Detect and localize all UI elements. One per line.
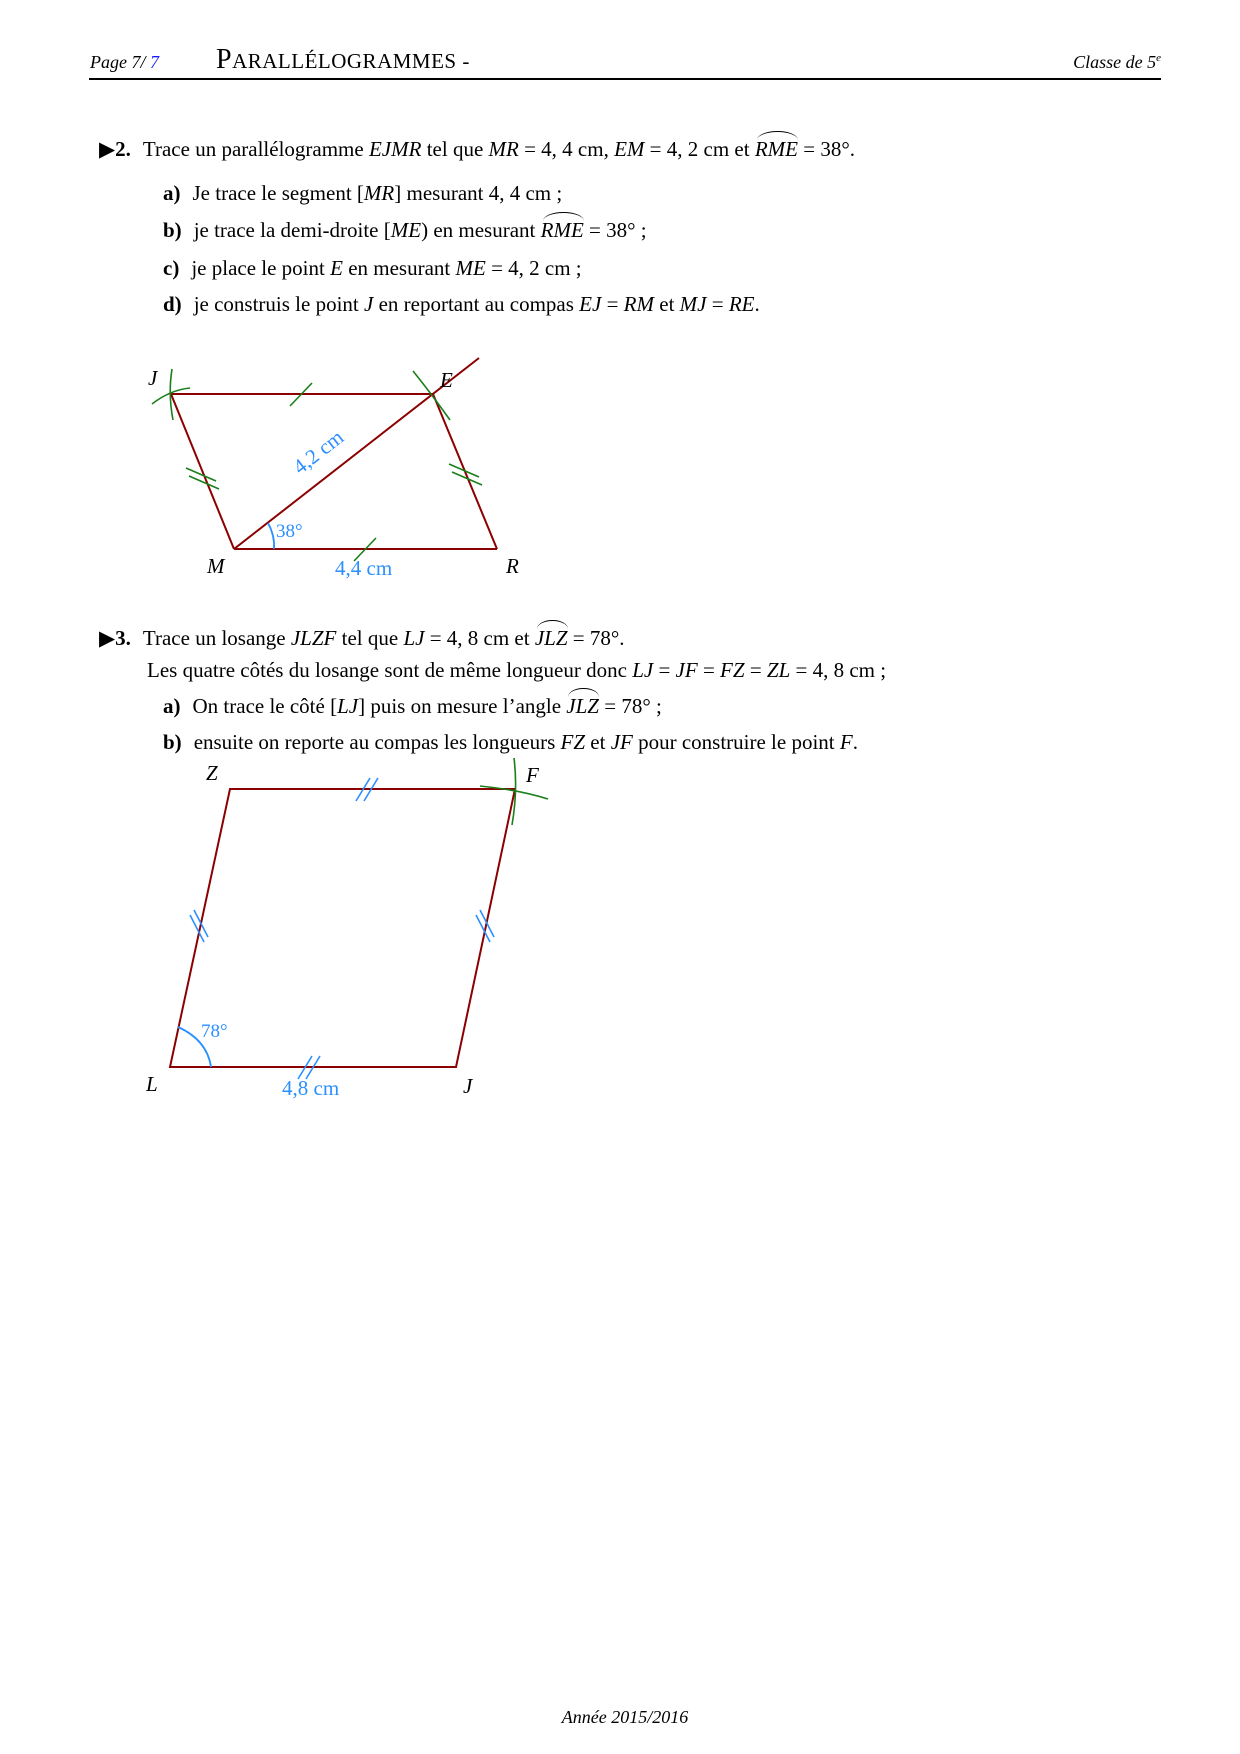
text-segment: = 4, 4 cm, — [518, 137, 615, 161]
footer-year: Année 2015/2016 — [561, 1707, 689, 1727]
text-segment: . — [852, 730, 858, 754]
text-segment: en reportant au compas — [373, 292, 580, 316]
angle-arc-38 — [268, 523, 274, 549]
math-expression: EM — [614, 137, 645, 161]
text-segment: . — [754, 292, 760, 316]
math-expression: FZ — [560, 730, 586, 754]
math-expression: MR — [488, 137, 519, 161]
point-label-m: M — [207, 554, 225, 578]
text-segment: On trace le côté [ — [192, 694, 338, 718]
math-expression: FZ — [720, 658, 745, 682]
tick-er-1 — [449, 464, 479, 477]
text-segment: = 4, 2 cm et — [644, 137, 755, 161]
text-segment: en mesurant — [342, 256, 456, 280]
text-segment: Les quatre côtés du losange sont de même longueur donc — [147, 658, 633, 682]
text-segment: pour construire le point — [632, 730, 840, 754]
angle-label-78: 78° — [201, 1021, 228, 1042]
point-label-j2: J — [463, 1074, 473, 1098]
point-label-l: L — [146, 1072, 158, 1096]
math-expression: EJ — [579, 292, 602, 316]
step-label: b) — [163, 730, 182, 754]
step-label: c) — [163, 256, 180, 280]
text-segment: = 4, 8 cm ; — [790, 658, 887, 682]
text-segment: = 78° ; — [598, 694, 662, 718]
math-expression: RM — [623, 292, 654, 316]
math-expression: LJ — [403, 626, 425, 650]
step-label: a) — [163, 181, 181, 205]
exercise-number: ▶2. — [99, 137, 131, 161]
title-rest: ARALLÉLOGRAMMES - — [232, 49, 470, 73]
text-segment: ensuite on reporte au compas les longueurs — [193, 730, 561, 754]
math-expression: F — [839, 730, 853, 754]
math-expression: ME — [390, 218, 422, 242]
math-expression: J — [364, 292, 374, 316]
math-expression: JLZ — [566, 694, 599, 718]
text-segment: Trace un losange — [142, 626, 291, 650]
text-segment: = — [653, 658, 676, 682]
point-label-e: E — [440, 368, 453, 392]
point-label-z: Z — [206, 761, 218, 785]
text-segment: = 38°. — [797, 137, 855, 161]
length-label-me: 4,2 cm — [288, 424, 349, 479]
math-expression: RME — [540, 218, 584, 242]
point-label-r: R — [506, 554, 519, 578]
class-sup: e — [1156, 52, 1161, 64]
text-segment: = 4, 2 cm ; — [485, 256, 582, 280]
text-segment: et — [585, 730, 611, 754]
math-expression: RE — [728, 292, 755, 316]
text-segment: = — [601, 292, 624, 316]
math-expression: JLZF — [290, 626, 337, 650]
text-segment: et — [654, 292, 680, 316]
tick-jm-2 — [189, 476, 219, 489]
math-expression: LJ — [632, 658, 654, 682]
exercise-number: ▶3. — [99, 626, 131, 650]
text-segment: = — [706, 292, 729, 316]
page-total-link[interactable]: 7 — [150, 52, 159, 72]
step-label: b) — [163, 218, 182, 242]
text-segment: Trace un parallélogramme — [142, 137, 369, 161]
text-segment: = — [744, 658, 767, 682]
math-expression: RME — [754, 137, 798, 161]
text-segment: ] mesurant 4, 4 cm ; — [394, 181, 563, 205]
text-segment: je place le point — [191, 256, 331, 280]
math-expression: LJ — [337, 694, 359, 718]
tick-jf-2 — [480, 910, 494, 937]
step-label: d) — [163, 292, 182, 316]
math-expression: E — [330, 256, 343, 280]
text-segment: je construis le point — [193, 292, 364, 316]
math-expression: ME — [455, 256, 486, 280]
point-label-j: J — [148, 366, 158, 390]
title-initial: P — [216, 44, 233, 75]
math-expression: JF — [610, 730, 633, 754]
math-expression: JLZ — [534, 626, 568, 650]
text-segment: = — [697, 658, 721, 682]
math-expression: JF — [675, 658, 698, 682]
page-prefix: Page 7/ — [90, 52, 150, 72]
math-expression: MR — [363, 181, 395, 205]
text-segment: = 78°. — [567, 626, 625, 650]
class-text: Classe de 5 — [1073, 52, 1157, 72]
text-segment: = 38° ; — [583, 218, 647, 242]
step-label: a) — [163, 694, 181, 718]
text-segment: Je trace le segment [ — [192, 181, 364, 205]
text-segment: je trace la demi-droite [ — [193, 218, 391, 242]
tick-lz-2 — [194, 910, 208, 937]
length-label-lj: 4,8 cm — [282, 1076, 340, 1100]
point-label-f: F — [526, 763, 539, 787]
text-segment: ] puis on mesure l’angle — [358, 694, 567, 718]
text-segment: ) en mesurant — [421, 218, 541, 242]
math-expression: ZL — [766, 658, 791, 682]
math-expression: EJMR — [368, 137, 422, 161]
length-label-mr: 4,4 cm — [335, 556, 393, 580]
text-segment: tel que — [421, 137, 489, 161]
math-expression: MJ — [679, 292, 707, 316]
segment-jm — [171, 394, 234, 549]
angle-label-38: 38° — [276, 521, 303, 542]
text-segment: tel que — [336, 626, 404, 650]
text-segment: = 4, 8 cm et — [424, 626, 535, 650]
